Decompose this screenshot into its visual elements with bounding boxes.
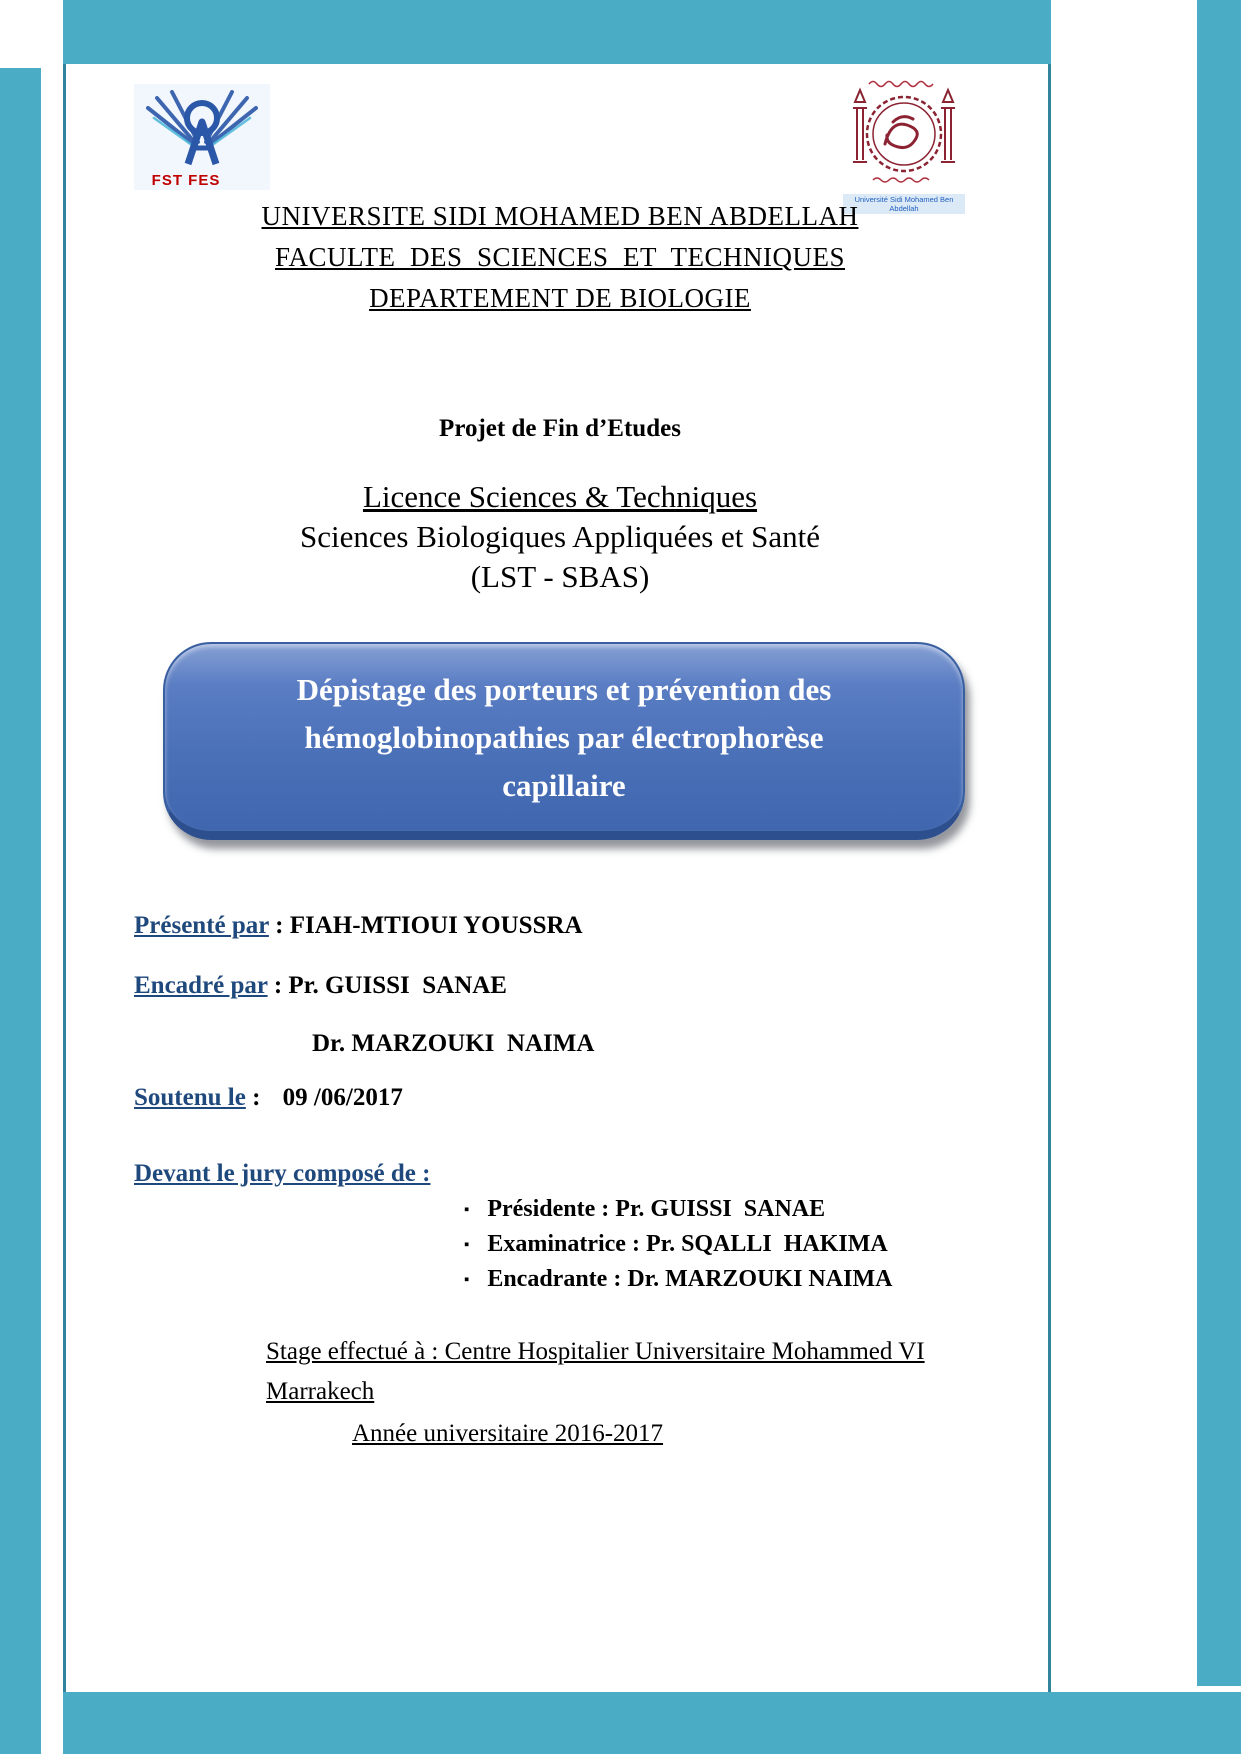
thesis-title-line2: hémoglobinopathies par électrophorèse	[304, 720, 824, 755]
internship-line1: Stage effectué à : Centre Hospitalier Universitaire Mohammed VI	[266, 1338, 925, 1365]
thesis-title-box	[163, 642, 965, 840]
degree-abbreviation: (LST - SBAS)	[470, 559, 650, 594]
supervised-by-row	[134, 972, 507, 1000]
faculty-name: FACULTE DES SCIENCES ET TECHNIQUES	[274, 242, 846, 272]
presented-by-value: FIAH-MTIOUI YOUSSRA	[289, 912, 583, 939]
defended-on-row	[134, 1084, 403, 1112]
university-seal-graphic	[843, 76, 965, 188]
jury-member-row	[464, 1196, 892, 1231]
supervisor-2-row	[312, 1030, 594, 1058]
degree-name: Licence Sciences & Techniques	[362, 479, 758, 514]
presented-by-label: Présenté par	[134, 912, 269, 939]
fst-logo-graphic	[134, 84, 270, 190]
department-name: DEPARTEMENT DE BIOLOGIE	[369, 283, 751, 313]
internship-line2: Marrakech	[266, 1378, 375, 1405]
institution-headings	[60, 196, 1060, 319]
defended-on-label: Soutenu le	[134, 1084, 246, 1111]
jury-heading: Devant le jury composé de :	[134, 1160, 431, 1187]
jury-member-president: Présidente : Pr. GUISSI SANAE	[487, 1196, 826, 1222]
university-name: UNIVERSITE SIDI MOHAMED BEN ABDELLAH	[261, 201, 859, 231]
university-seal	[843, 76, 965, 214]
thesis-title-line3: capillaire	[502, 768, 626, 803]
jury-member-examiner: Examinatrice : Pr. SQALLI HAKIMA	[487, 1231, 888, 1257]
specialty-name: Sciences Biologiques Appliquées et Santé	[299, 519, 821, 554]
project-type: Projet de Fin d’Etudes	[439, 415, 681, 442]
bullet-icon: ▪	[464, 1237, 470, 1253]
separator: :	[268, 912, 290, 939]
seal-caption: Université Sidi Mohamed Ben Abdellah	[843, 194, 965, 214]
jury-member-row	[464, 1231, 892, 1266]
bullet-icon: ▪	[464, 1272, 470, 1288]
internship-block	[266, 1332, 986, 1412]
supervised-by-label: Encadré par	[134, 972, 268, 999]
defended-on-value: 09 /06/2017	[282, 1084, 403, 1111]
thesis-title-line1: Dépistage des porteurs et prévention des	[296, 672, 832, 707]
jury-member-row	[464, 1266, 892, 1301]
bullet-icon: ▪	[464, 1202, 470, 1218]
degree-block	[60, 477, 1060, 597]
fst-logo-text: FST FES	[151, 172, 221, 189]
supervisor-1: Pr. GUISSI SANAE	[288, 972, 507, 999]
separator: :	[245, 1084, 267, 1111]
supervisor-2: Dr. MARZOUKI NAIMA	[312, 1030, 595, 1057]
fst-logo	[134, 84, 270, 190]
jury-list	[464, 1196, 892, 1301]
presented-by-row	[134, 912, 583, 940]
jury-member-supervisor: Encadrante : Dr. MARZOUKI NAIMA	[487, 1266, 893, 1292]
academic-year: Année universitaire 2016-2017	[352, 1420, 664, 1447]
separator: :	[267, 972, 289, 999]
